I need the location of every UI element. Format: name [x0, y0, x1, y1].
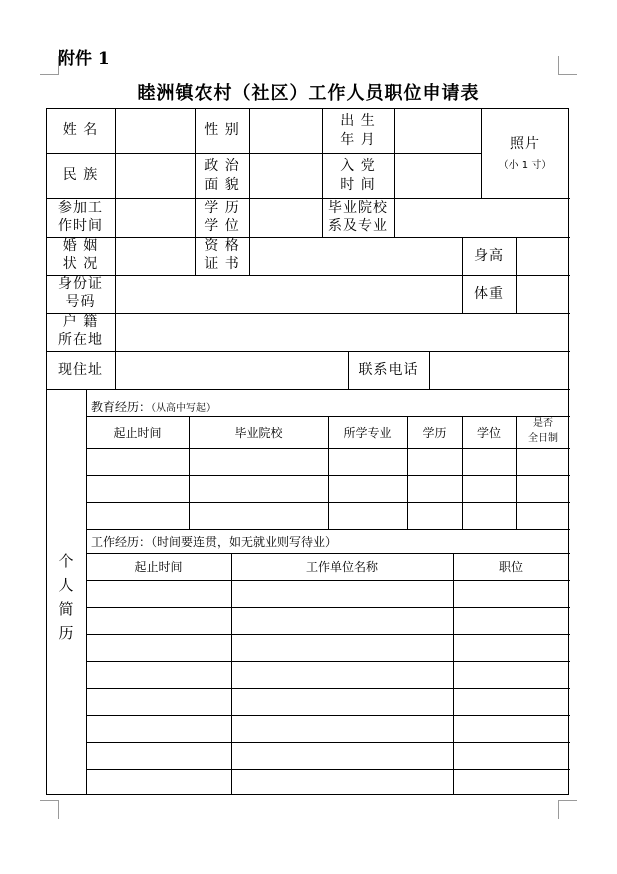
work-header-position: 职位 — [498, 560, 523, 574]
work-row-7[interactable] — [87, 743, 569, 768]
school-value[interactable] — [395, 199, 569, 236]
ethnicity-label: 民 族 — [62, 167, 99, 183]
education-value[interactable] — [250, 199, 321, 236]
hukou-label-line1: 户 籍 — [62, 314, 99, 330]
work-row-3[interactable] — [87, 635, 569, 660]
work-row-6[interactable] — [87, 716, 569, 741]
birth-label-line2: 年 月 — [340, 132, 376, 148]
work-row-5[interactable] — [87, 689, 569, 714]
phone-label: 联系电话 — [358, 362, 419, 378]
resume-side-char-3: 简 — [58, 600, 74, 618]
weight-value[interactable] — [517, 276, 569, 312]
edu-row-1[interactable] — [87, 449, 569, 474]
work-row-1[interactable] — [87, 581, 569, 606]
resume-side-char-1: 个 — [58, 552, 74, 570]
marital-label-line1: 婚 姻 — [62, 238, 99, 254]
birth-value[interactable] — [395, 109, 480, 152]
political-label-line1: 政 治 — [204, 158, 240, 174]
resume-side-label — [46, 549, 86, 645]
edu-header-major: 所学专业 — [343, 426, 392, 440]
id-value[interactable] — [116, 276, 461, 312]
education-title — [91, 396, 216, 415]
edu-header-fulltime-line1: 是否 — [533, 418, 553, 429]
party-label-line2: 时 间 — [340, 177, 376, 193]
marital-value[interactable] — [116, 238, 194, 274]
education-title-text: 教育经历： — [91, 400, 152, 414]
party-label-line1: 入 党 — [340, 158, 376, 174]
edu-header-degree: 学历 — [422, 426, 447, 440]
edu-header-academic-degree: 学位 — [476, 426, 501, 440]
education-label-line2: 学 位 — [204, 218, 240, 234]
weight-label: 体重 — [474, 286, 504, 302]
phone-value[interactable] — [430, 352, 569, 388]
address-label: 现住址 — [58, 362, 103, 378]
certificate-value[interactable] — [250, 238, 461, 274]
photo-label: 照片 — [510, 136, 540, 152]
work-start-label-line2: 作时间 — [58, 218, 103, 234]
edu-header-period: 起止时间 — [113, 426, 162, 440]
education-title-note: （从高中写起） — [151, 403, 217, 414]
page-title: 睦洲镇农村（社区）工作人员职位申请表 — [137, 83, 480, 104]
birth-label-line1: 出 生 — [340, 113, 376, 129]
edu-row-2[interactable] — [87, 476, 569, 501]
height-label: 身高 — [474, 248, 504, 264]
work-start-value[interactable] — [116, 199, 194, 236]
edu-row-3[interactable] — [87, 503, 569, 528]
id-label-line1: 身份证 — [58, 276, 103, 292]
certificate-label-line1: 资 格 — [204, 238, 240, 254]
edu-header-school: 毕业院校 — [234, 426, 283, 440]
photo-size: （小 1 寸） — [498, 160, 552, 171]
political-value[interactable] — [250, 154, 321, 197]
resume-side-char-4: 历 — [58, 624, 74, 642]
edu-header-fulltime-line2: 全日制 — [528, 433, 558, 444]
school-label-line2: 系及专业 — [328, 218, 388, 234]
attachment-label: 附件 1 — [58, 49, 110, 69]
political-label-line2: 面 貌 — [204, 177, 240, 193]
hukou-label-line2: 所在地 — [58, 332, 103, 348]
work-start-label-line1: 参加工 — [58, 200, 103, 216]
education-label-line1: 学 历 — [204, 200, 240, 216]
resume-side-char-2: 人 — [58, 576, 74, 594]
work-row-2[interactable] — [87, 608, 569, 633]
gender-label: 性 别 — [204, 122, 240, 138]
work-header-period: 起止时间 — [134, 560, 183, 574]
work-row-4[interactable] — [87, 662, 569, 687]
hukou-value[interactable] — [116, 314, 569, 350]
school-label-line1: 毕业院校 — [328, 200, 388, 216]
certificate-label-line2: 证 书 — [204, 256, 240, 272]
name-value[interactable] — [116, 109, 194, 152]
work-title: 工作经历：（时间要连贯，如无就业则写待业） — [91, 535, 338, 549]
height-value[interactable] — [517, 238, 569, 274]
gender-value[interactable] — [250, 109, 321, 152]
work-header-employer: 工作单位名称 — [305, 560, 378, 574]
id-label-line2: 号码 — [65, 294, 96, 310]
ethnicity-value[interactable] — [116, 154, 194, 197]
party-value[interactable] — [395, 154, 480, 197]
address-value[interactable] — [116, 352, 347, 388]
name-label: 姓 名 — [62, 122, 99, 138]
photo-box[interactable] — [482, 109, 568, 197]
marital-label-line2: 状 况 — [62, 256, 99, 272]
work-row-8[interactable] — [87, 770, 569, 794]
